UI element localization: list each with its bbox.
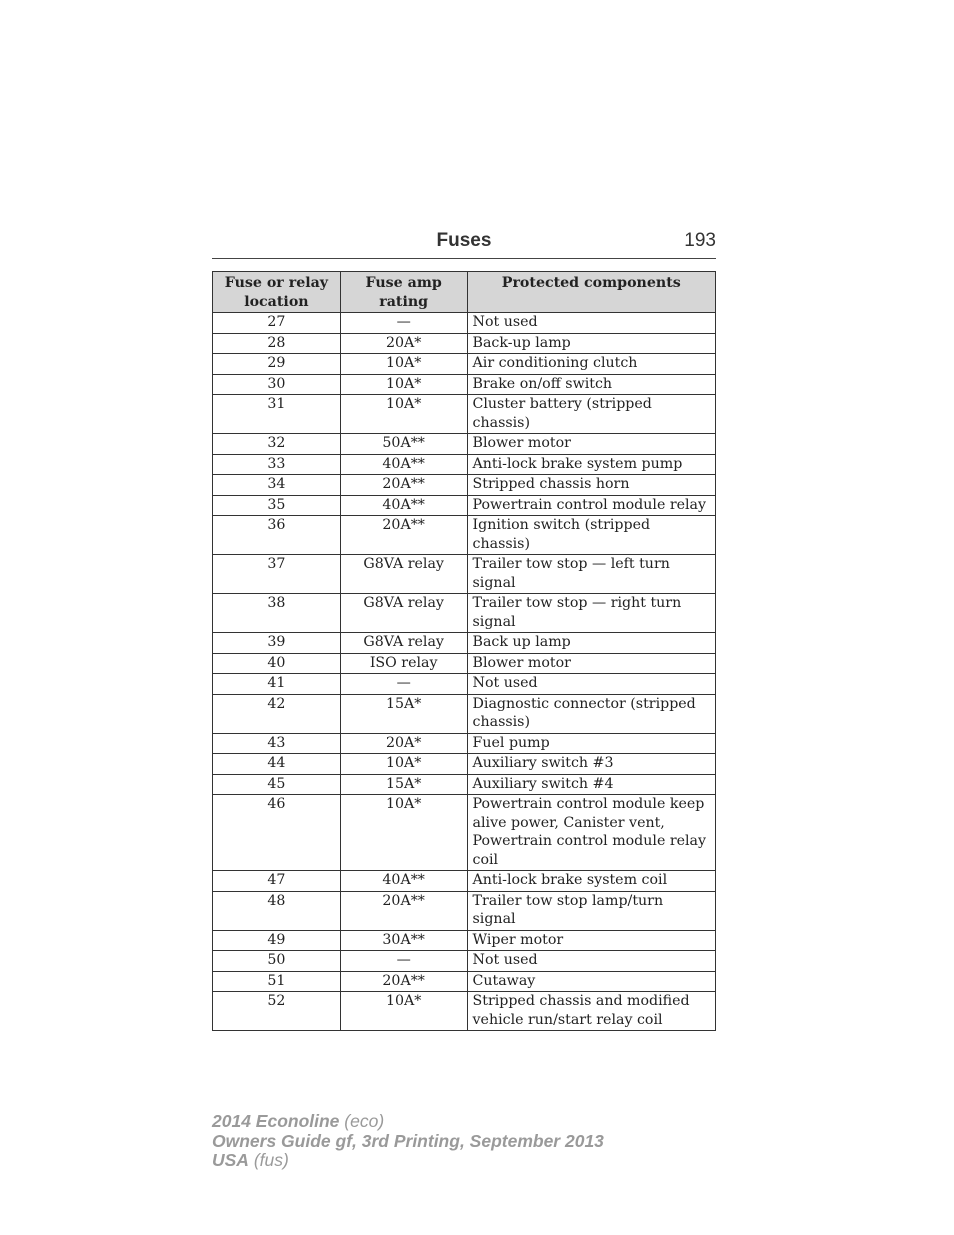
cell-location: 51: [213, 971, 341, 992]
cell-amp-rating: —: [340, 674, 467, 695]
table-row: [213, 971, 716, 992]
cell-location: 38: [213, 594, 341, 633]
cell-amp-rating: 20A*: [340, 733, 467, 754]
cell-amp-rating: 40A**: [340, 454, 467, 475]
cell-amp-rating: ISO relay: [340, 653, 467, 674]
table-row: [213, 653, 716, 674]
section-title: Fuses: [436, 230, 492, 251]
footer-market-code: (fus): [253, 1150, 289, 1170]
cell-amp-rating: 50A**: [340, 434, 467, 455]
cell-amp-rating: G8VA relay: [340, 555, 467, 594]
cell-location: 30: [213, 374, 341, 395]
cell-location: 49: [213, 930, 341, 951]
table-body: [213, 313, 716, 1031]
page-number: 193: [684, 230, 716, 251]
cell-amp-rating: 20A*: [340, 333, 467, 354]
table-row: [213, 754, 716, 775]
table-row: [213, 555, 716, 594]
table-row: [213, 633, 716, 654]
cell-location: 33: [213, 454, 341, 475]
cell-location: 43: [213, 733, 341, 754]
cell-amp-rating: 10A*: [340, 795, 467, 871]
table-row: [213, 795, 716, 871]
header-protected-components: Protected components: [467, 272, 715, 313]
cell-amp-rating: 20A**: [340, 516, 467, 555]
cell-amp-rating: 20A**: [340, 971, 467, 992]
table-row: [213, 454, 716, 475]
cell-location: 27: [213, 313, 341, 334]
cell-location: 47: [213, 871, 341, 892]
cell-amp-rating: G8VA relay: [340, 594, 467, 633]
cell-location: 28: [213, 333, 341, 354]
table-row: [213, 891, 716, 930]
cell-amp-rating: G8VA relay: [340, 633, 467, 654]
cell-location: 31: [213, 395, 341, 434]
cell-location: 34: [213, 475, 341, 496]
cell-location: 44: [213, 754, 341, 775]
table-row: [213, 495, 716, 516]
footer-line-1: [212, 1112, 604, 1132]
table-header-row: [213, 272, 716, 313]
cell-location: 40: [213, 653, 341, 674]
table-row: [213, 871, 716, 892]
table-row: [213, 374, 716, 395]
cell-protected-components: Auxiliary switch #4: [467, 774, 715, 795]
table-row: [213, 674, 716, 695]
cell-protected-components: Wiper motor: [467, 930, 715, 951]
footer-market: USA: [212, 1150, 249, 1170]
footer-model-code: (eco): [344, 1111, 385, 1131]
cell-protected-components: Stripped chassis horn: [467, 475, 715, 496]
cell-location: 50: [213, 951, 341, 972]
cell-amp-rating: 10A*: [340, 354, 467, 375]
cell-location: 42: [213, 694, 341, 733]
table-row: [213, 774, 716, 795]
cell-protected-components: Air conditioning clutch: [467, 354, 715, 375]
table-row: [213, 930, 716, 951]
cell-amp-rating: 15A*: [340, 694, 467, 733]
cell-location: 32: [213, 434, 341, 455]
cell-protected-components: Back up lamp: [467, 633, 715, 654]
cell-protected-components: Auxiliary switch #3: [467, 754, 715, 775]
page-header: [212, 228, 716, 259]
cell-protected-components: Back-up lamp: [467, 333, 715, 354]
footer-line-3: [212, 1151, 604, 1171]
cell-location: 48: [213, 891, 341, 930]
cell-protected-components: Not used: [467, 313, 715, 334]
table-row: [213, 313, 716, 334]
cell-amp-rating: 40A**: [340, 495, 467, 516]
table-row: [213, 354, 716, 375]
cell-amp-rating: —: [340, 951, 467, 972]
cell-protected-components: Anti-lock brake system coil: [467, 871, 715, 892]
table-row: [213, 395, 716, 434]
table-row: [213, 333, 716, 354]
cell-location: 45: [213, 774, 341, 795]
footer-edition: Owners Guide gf, 3rd Printing, September 2013: [212, 1130, 604, 1151]
table-row: [213, 694, 716, 733]
cell-protected-components: Blower motor: [467, 653, 715, 674]
cell-amp-rating: 15A*: [340, 774, 467, 795]
cell-location: 46: [213, 795, 341, 871]
footer-line-2: [212, 1132, 604, 1152]
cell-amp-rating: 20A**: [340, 891, 467, 930]
table-row: [213, 434, 716, 455]
cell-amp-rating: 10A*: [340, 395, 467, 434]
cell-location: 36: [213, 516, 341, 555]
cell-location: 41: [213, 674, 341, 695]
cell-protected-components: Not used: [467, 951, 715, 972]
table-row: [213, 951, 716, 972]
cell-protected-components: Diagnostic connector (stripped chassis): [467, 694, 715, 733]
cell-location: 29: [213, 354, 341, 375]
cell-protected-components: Powertrain control module keep alive power, Canister vent, Powertrain control module relay coil: [467, 795, 715, 871]
cell-amp-rating: 10A*: [340, 992, 467, 1031]
cell-protected-components: Stripped chassis and modified vehicle run/start relay coil: [467, 992, 715, 1031]
cell-amp-rating: 10A*: [340, 374, 467, 395]
cell-protected-components: Brake on/off switch: [467, 374, 715, 395]
footer-model: 2014 Econoline: [212, 1111, 340, 1131]
cell-protected-components: Trailer tow stop — left turn signal: [467, 555, 715, 594]
cell-protected-components: Blower motor: [467, 434, 715, 455]
table-row: [213, 992, 716, 1031]
document-footer: [212, 1112, 604, 1171]
table-row: [213, 475, 716, 496]
table-row: [213, 594, 716, 633]
cell-amp-rating: 30A**: [340, 930, 467, 951]
cell-protected-components: Trailer tow stop lamp/turn signal: [467, 891, 715, 930]
table-row: [213, 516, 716, 555]
cell-protected-components: Ignition switch (stripped chassis): [467, 516, 715, 555]
cell-amp-rating: —: [340, 313, 467, 334]
cell-amp-rating: 10A*: [340, 754, 467, 775]
cell-location: 37: [213, 555, 341, 594]
cell-location: 52: [213, 992, 341, 1031]
cell-amp-rating: 20A**: [340, 475, 467, 496]
cell-protected-components: Cluster battery (stripped chassis): [467, 395, 715, 434]
cell-protected-components: Cutaway: [467, 971, 715, 992]
header-amp-rating: Fuse amp rating: [340, 272, 467, 313]
cell-location: 35: [213, 495, 341, 516]
cell-protected-components: Fuel pump: [467, 733, 715, 754]
cell-protected-components: Powertrain control module relay: [467, 495, 715, 516]
cell-protected-components: Anti-lock brake system pump: [467, 454, 715, 475]
cell-protected-components: Not used: [467, 674, 715, 695]
cell-amp-rating: 40A**: [340, 871, 467, 892]
header-location: Fuse or relay location: [213, 272, 341, 313]
cell-protected-components: Trailer tow stop — right turn signal: [467, 594, 715, 633]
cell-location: 39: [213, 633, 341, 654]
table-row: [213, 733, 716, 754]
fuse-table: [212, 271, 716, 1031]
